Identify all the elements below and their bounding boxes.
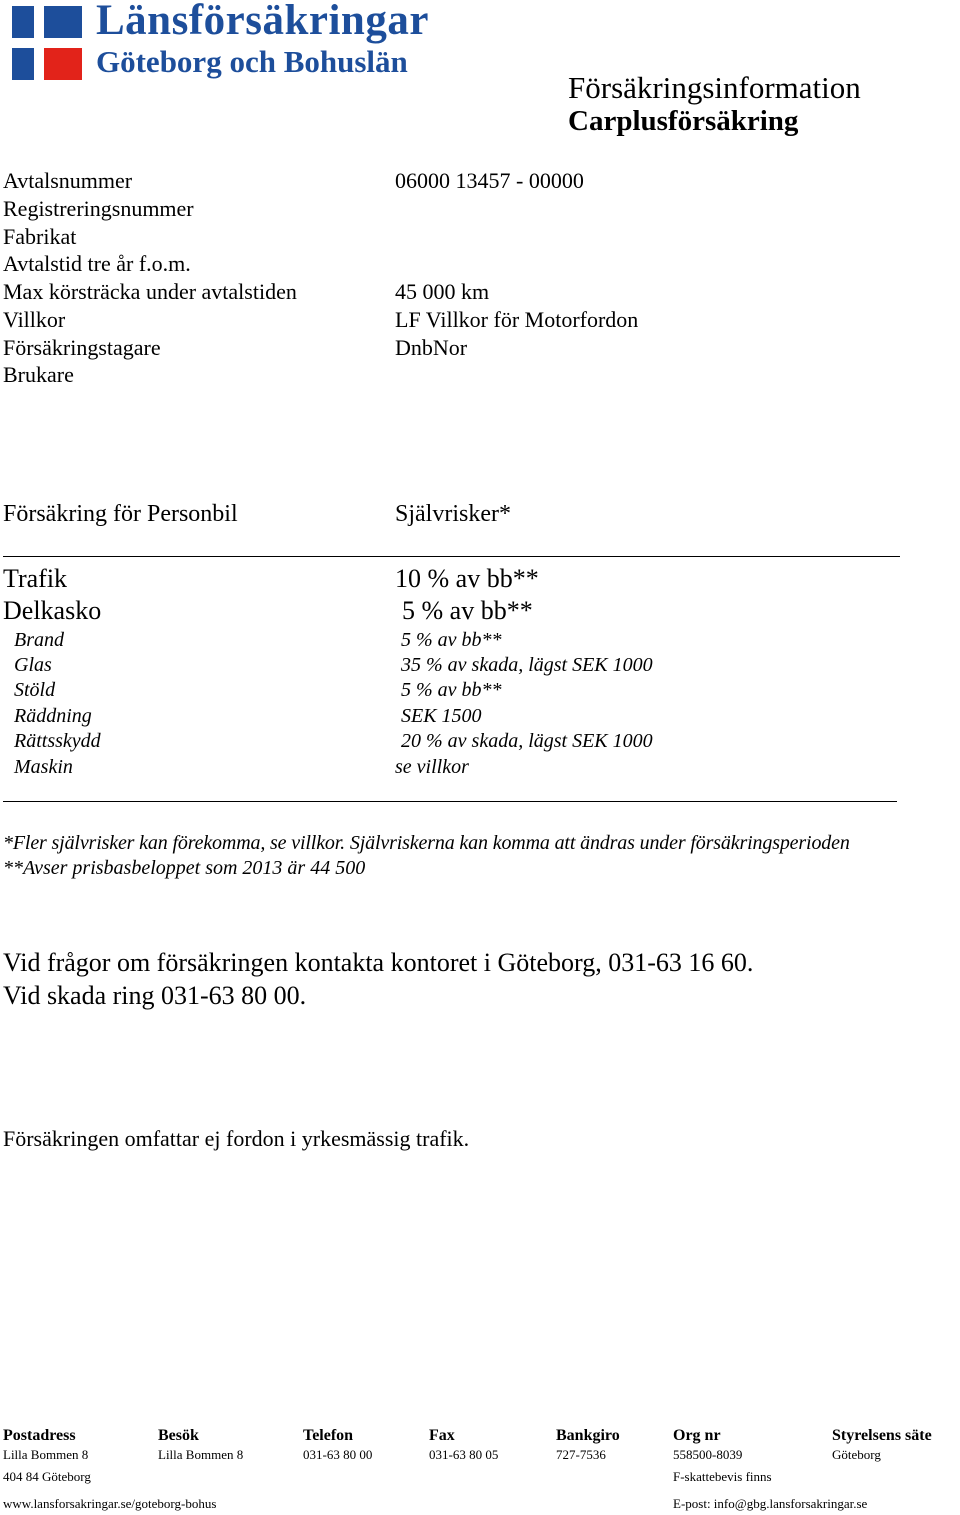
field-label-brukare: Brukare [3, 362, 74, 387]
table-bottom-divider [3, 801, 897, 802]
footer-heading-postadress: Postadress [3, 1427, 76, 1444]
sub-row-value-rattsskydd: 20 % av skada, lägst SEK 1000 [401, 730, 653, 752]
sub-row-value-brand: 5 % av bb** [401, 629, 502, 651]
footer-heading-besok: Besök [158, 1427, 199, 1444]
sub-row-value-maskin: se villkor [395, 756, 469, 778]
field-label-fabrikat: Fabrikat [3, 224, 77, 249]
row-value-trafik: 10 % av bb** [395, 564, 539, 593]
coverage-disclaimer: Försäkringen omfattar ej fordon i yrkesmässig trafik. [3, 1126, 470, 1151]
footer-heading-styrelsens-sate: Styrelsens säte [832, 1427, 932, 1444]
sub-row-value-glas: 35 % av skada, lägst SEK 1000 [401, 654, 653, 676]
footnote-prisbasbelopp: **Avser prisbasbeloppet som 2013 är 44 500 [3, 857, 366, 879]
footer-value-telefon: 031-63 80 00 [303, 1447, 373, 1462]
footer-website-link[interactable]: www.lansforsakringar.se/goteborg-bohus [3, 1496, 217, 1511]
sub-row-label-raddning: Räddning [14, 705, 92, 727]
footer-heading-orgnr: Org nr [673, 1427, 721, 1444]
footer-value-postadress: Lilla Bommen 8 [3, 1447, 89, 1462]
footer-value-bankgiro: 727-7536 [556, 1447, 606, 1462]
sub-row-label-glas: Glas [14, 654, 52, 676]
logo-text-line1: Länsförsäkringar [96, 0, 429, 44]
contact-office-text: Vid frågor om försäkringen kontakta kontoret i Göteborg, 031-63 16 60. [3, 948, 754, 977]
footer-value-fax: 031-63 80 05 [429, 1447, 499, 1462]
sub-row-value-stold: 5 % av bb** [401, 679, 502, 701]
field-value-villkor: LF Villkor för Motorfordon [395, 307, 639, 332]
sub-row-label-rattsskydd: Rättsskydd [14, 730, 101, 752]
insurance-heading: Försäkring för Personbil [3, 501, 238, 527]
row-label-delkasko: Delkasko [3, 596, 102, 625]
field-label-forsakringstagare: Försäkringstagare [3, 335, 161, 360]
row-label-trafik: Trafik [3, 564, 68, 593]
footnote-deductibles: *Fler självrisker kan förekomma, se villkor. Självriskerna kan komma att ändras under försäkringsperioden [3, 832, 850, 854]
field-value-avtalsnummer: 06000 13457 - 00000 [395, 168, 584, 193]
table-top-divider [3, 556, 900, 557]
logo-flag-icon [12, 6, 82, 80]
deductibles-heading: Självrisker* [395, 501, 511, 527]
footer-value-postort: 404 84 Göteborg [3, 1469, 91, 1484]
footer-heading-telefon: Telefon [303, 1427, 354, 1444]
sub-row-label-brand: Brand [14, 629, 64, 651]
field-value-forsakringstagare: DnbNor [395, 335, 468, 360]
field-label-registreringsnummer: Registreringsnummer [3, 196, 194, 221]
footer-value-styrelsens-sate: Göteborg [832, 1447, 881, 1462]
contact-claims-text: Vid skada ring 031-63 80 00. [3, 981, 307, 1010]
row-value-delkasko: 5 % av bb** [402, 596, 533, 625]
footer-value-besok: Lilla Bommen 8 [158, 1447, 244, 1462]
footer-f-skatt: F-skattebevis finns [673, 1469, 772, 1484]
document-subtitle: Carplusförsäkring [568, 105, 799, 137]
field-label-avtalsnummer: Avtalsnummer [3, 168, 133, 193]
footer-heading-bankgiro: Bankgiro [556, 1427, 620, 1444]
sub-row-label-maskin: Maskin [14, 756, 73, 778]
sub-row-label-stold: Stöld [14, 679, 56, 701]
footer-value-orgnr: 558500-8039 [673, 1447, 743, 1462]
logo-text-line2: Göteborg och Bohuslän [96, 44, 408, 79]
field-value-max-korstracka: 45 000 km [395, 279, 490, 304]
field-label-avtalstid: Avtalstid tre år f.o.m. [3, 251, 191, 276]
field-label-villkor: Villkor [3, 307, 66, 332]
field-label-max-korstracka: Max körsträcka under avtalstiden [3, 279, 297, 304]
document-title: Försäkringsinformation [568, 70, 861, 105]
sub-row-value-raddning: SEK 1500 [401, 705, 482, 727]
footer-email-link[interactable]: E-post: info@gbg.lansforsakringar.se [673, 1496, 868, 1511]
footer-heading-fax: Fax [429, 1427, 455, 1444]
